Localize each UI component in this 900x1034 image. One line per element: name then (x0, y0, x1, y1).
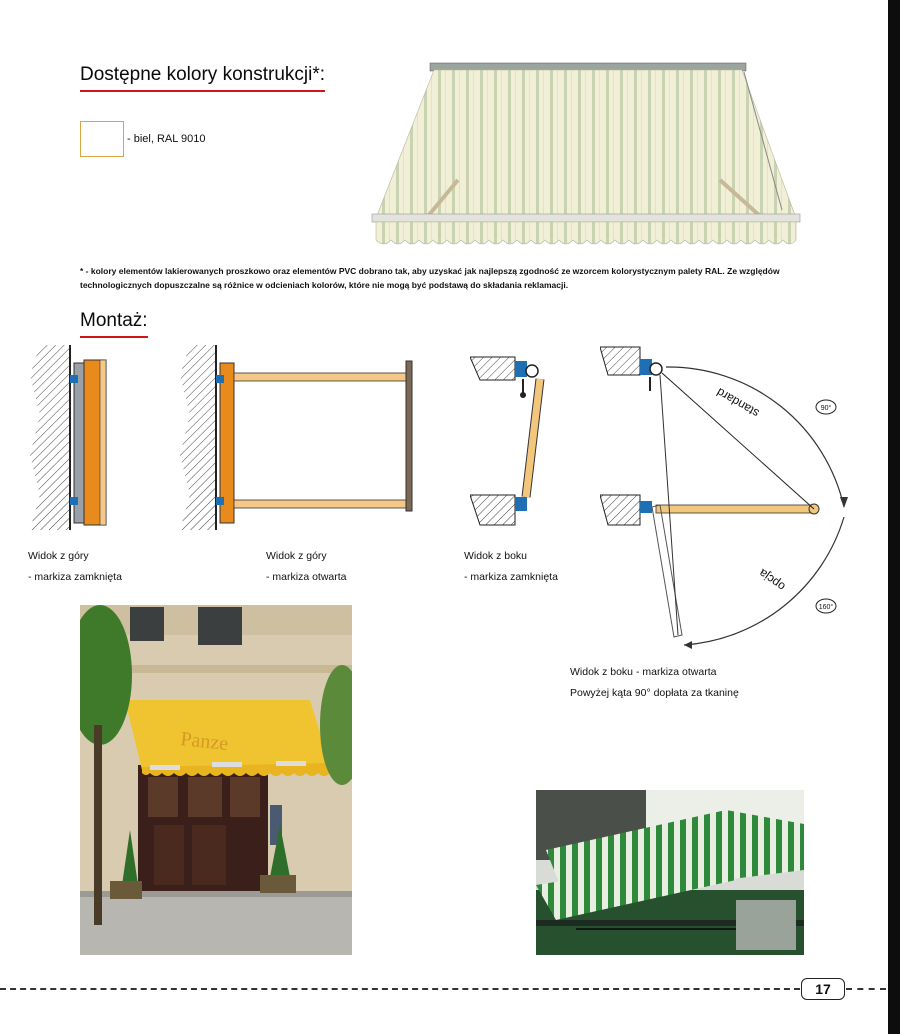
awning-sign-text: Panze (179, 728, 230, 755)
right-page-edge (888, 0, 900, 1034)
caption-side-closed: Widok z boku - markiza zamknięta (464, 550, 558, 583)
top-view-open-diagram (180, 345, 420, 530)
page-number: 17 (801, 978, 845, 1000)
side-view-closed-diagram (470, 345, 560, 530)
caption-top-closed: Widok z góry - markiza zamknięta (28, 550, 122, 583)
swatch-label: - biel, RAL 9010 (127, 133, 206, 145)
awning-illustration (368, 60, 804, 252)
angle-160-label: 160° (818, 604, 834, 611)
color-footnote: * - kolory elementów lakierowanych proszkowo oraz elementów PVC dobrano tak, aby uzyskać jak najlepszą zgodność ze wzorcem kolorystycznym palety RAL. Ze względów technologicznych dopuszczalne są różnice w odcieniach kolorów, które nie mogą być podstawą do składania reklamacji. (80, 266, 780, 290)
caption-side-open: Widok z boku - markiza otwarta Powyżej kąta 90° dopłata za tkaninę (570, 666, 739, 699)
footer-dashed-line-left (0, 988, 800, 990)
caption-top-open: Widok z góry - markiza otwarta (266, 550, 347, 583)
footer-dashed-line-right (846, 988, 886, 990)
top-view-closed-diagram (30, 345, 150, 530)
mounting-heading: Montaż: (80, 310, 148, 338)
side-view-open-diagram (600, 345, 860, 655)
white-color-swatch (80, 121, 124, 157)
standard-label: standard (714, 385, 762, 421)
balcony-awnings-photo (536, 790, 804, 955)
angle-90-label: 90° (820, 405, 832, 412)
option-label: opcja (756, 566, 788, 595)
colors-heading: Dostępne kolory konstrukcji*: (80, 64, 325, 92)
storefront-awning-photo (80, 605, 352, 955)
